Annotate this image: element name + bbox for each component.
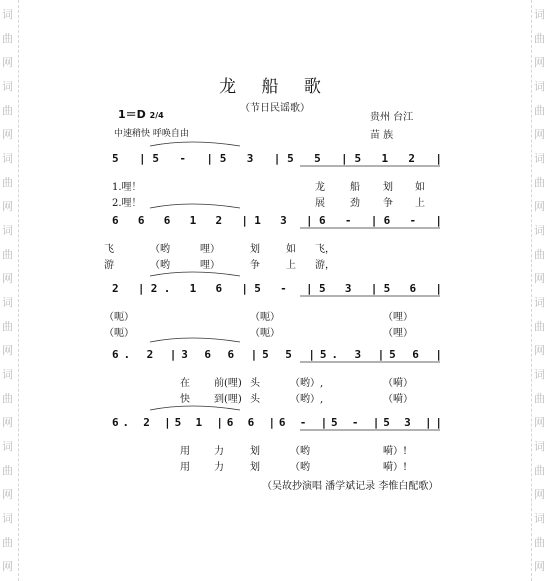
lyric-word: 划 bbox=[250, 446, 260, 457]
watermark-char: 网 bbox=[534, 128, 545, 141]
lyric-word: （哟 bbox=[290, 462, 310, 473]
lyric-word: （哟 bbox=[150, 260, 170, 271]
lyric-word: 哩） bbox=[200, 260, 220, 271]
key-signature: 1＝D 2/4 bbox=[118, 108, 164, 121]
slur-mark bbox=[150, 338, 240, 342]
watermark-char: 网 bbox=[534, 344, 545, 357]
lyric-word: 飞 bbox=[104, 244, 114, 255]
watermark-char: 曲 bbox=[534, 392, 545, 405]
lyric-word: （呃） bbox=[250, 328, 280, 339]
watermark-char: 词 bbox=[2, 152, 13, 165]
watermark-char: 曲 bbox=[2, 176, 13, 189]
lyric-word: 在 bbox=[180, 378, 190, 389]
slur-mark bbox=[150, 142, 240, 146]
watermark-char: 词 bbox=[534, 80, 545, 93]
lyric-word: 用 bbox=[180, 462, 190, 473]
lyric-word: 如 bbox=[415, 182, 425, 193]
watermark-char: 网 bbox=[2, 344, 13, 357]
watermark-char: 曲 bbox=[534, 464, 545, 477]
watermark-char: 词 bbox=[2, 224, 13, 237]
watermark-char: 网 bbox=[534, 200, 545, 213]
lyric-word: 头 bbox=[250, 378, 260, 389]
watermark-char: 曲 bbox=[2, 248, 13, 261]
watermark-char: 网 bbox=[2, 488, 13, 501]
watermark-char: 网 bbox=[2, 272, 13, 285]
lyric-word: （呃） bbox=[104, 312, 134, 323]
lyric-word: （哟）, bbox=[290, 378, 324, 389]
watermark-char: 词 bbox=[2, 8, 13, 21]
watermark-char: 网 bbox=[534, 272, 545, 285]
watermark-char: 网 bbox=[2, 56, 13, 69]
footer-credits: （吴故抄演唱 潘学斌记录 李惟白配歌） bbox=[262, 481, 439, 492]
lyric-word: （哟 bbox=[150, 244, 170, 255]
lyric-word: 2.哩！ bbox=[112, 198, 142, 209]
watermark-char: 网 bbox=[534, 56, 545, 69]
lyric-word: （呃） bbox=[250, 312, 280, 323]
lyric-word: （呃） bbox=[104, 328, 134, 339]
staff-notes: 5 |5 - |5 3 |5 5 |5 1 2 | bbox=[112, 152, 442, 165]
watermark-char: 词 bbox=[534, 152, 545, 165]
lyric-word: 嗬）! bbox=[383, 446, 408, 457]
lyric-word: 展 bbox=[315, 198, 325, 209]
lyric-word: 上 bbox=[415, 198, 425, 209]
lyric-word: （哟）, bbox=[290, 394, 324, 405]
lyric-word: 到(哩) bbox=[214, 394, 242, 405]
song-title: 龙 船 歌 bbox=[219, 77, 331, 97]
lyric-word: 前(哩) bbox=[214, 378, 242, 389]
lyric-word: 争 bbox=[383, 198, 393, 209]
lyric-word: 嗬）! bbox=[383, 462, 408, 473]
watermark-char: 曲 bbox=[2, 104, 13, 117]
watermark-char: 词 bbox=[534, 512, 545, 525]
watermark-char: 网 bbox=[2, 560, 13, 573]
credit-region: 贵州 台江 bbox=[370, 112, 414, 123]
watermark-char: 曲 bbox=[2, 320, 13, 333]
watermark-char: 词 bbox=[2, 296, 13, 309]
staff-notes: 6. 2 |5 1 |6 6 |6 - |5 - |5 3 || bbox=[112, 416, 442, 429]
watermark-char: 曲 bbox=[2, 536, 13, 549]
lyric-word: 划 bbox=[383, 182, 393, 193]
staff-notes: 6 6 6 1 2 |1 3 |6 - |6 - | bbox=[112, 214, 442, 227]
watermark-char: 词 bbox=[2, 512, 13, 525]
watermark-char: 曲 bbox=[2, 32, 13, 45]
lyric-word: 力 bbox=[214, 446, 224, 457]
lyric-word: （嗬） bbox=[383, 378, 413, 389]
lyric-word: 劲 bbox=[350, 198, 360, 209]
lyric-word: 快 bbox=[180, 394, 190, 405]
lyric-word: 如 bbox=[286, 244, 296, 255]
watermark-char: 曲 bbox=[534, 320, 545, 333]
watermark-char: 网 bbox=[534, 488, 545, 501]
lyric-word: 飞， bbox=[315, 244, 335, 255]
slur-mark bbox=[150, 406, 240, 410]
lyric-word: 1.哩！ bbox=[112, 182, 142, 193]
staff-notes: 6. 2 |3 6 6 |5 5 |5. 3 |5 6 | bbox=[112, 348, 443, 361]
slur-mark bbox=[150, 204, 240, 208]
tempo-marking: 中速稍快 呼唤自由 bbox=[114, 129, 189, 139]
lyric-word: 力 bbox=[214, 462, 224, 473]
watermark-char: 曲 bbox=[534, 176, 545, 189]
lyric-word: 用 bbox=[180, 446, 190, 457]
lyric-word: 龙 bbox=[315, 182, 325, 193]
lyric-word: 头 bbox=[250, 394, 260, 405]
watermark-char: 网 bbox=[2, 128, 13, 141]
lyric-word: 争 bbox=[250, 260, 260, 271]
watermark-char: 网 bbox=[2, 416, 13, 429]
staff-notes: 2 |2. 1 6 |5 - |5 3 |5 6 | bbox=[112, 282, 442, 295]
watermark-char: 词 bbox=[2, 80, 13, 93]
lyric-word: 船 bbox=[350, 182, 360, 193]
credit-people: 苗 族 bbox=[370, 130, 394, 141]
lyric-word: （嗬） bbox=[383, 394, 413, 405]
lyric-word: （哩） bbox=[383, 328, 413, 339]
slur-mark bbox=[150, 272, 240, 276]
watermark-char: 词 bbox=[534, 296, 545, 309]
watermark-char: 曲 bbox=[534, 104, 545, 117]
lyric-word: 游 bbox=[104, 260, 114, 271]
lyric-word: （哩） bbox=[383, 312, 413, 323]
watermark-char: 词 bbox=[534, 368, 545, 381]
lyric-word: 上 bbox=[286, 260, 296, 271]
watermark-char: 曲 bbox=[534, 32, 545, 45]
watermark-char: 词 bbox=[534, 224, 545, 237]
watermark-char: 网 bbox=[534, 416, 545, 429]
watermark-char: 曲 bbox=[2, 392, 13, 405]
lyric-word: （哟 bbox=[290, 446, 310, 457]
watermark-char: 词 bbox=[2, 440, 13, 453]
lyric-word: 划 bbox=[250, 462, 260, 473]
watermark-char: 词 bbox=[2, 368, 13, 381]
watermark-char: 网 bbox=[2, 200, 13, 213]
watermark-char: 曲 bbox=[534, 248, 545, 261]
watermark-char: 网 bbox=[534, 560, 545, 573]
lyric-word: 游， bbox=[315, 260, 335, 271]
watermark-char: 曲 bbox=[2, 464, 13, 477]
watermark-char: 曲 bbox=[534, 536, 545, 549]
lyric-word: 哩） bbox=[200, 244, 220, 255]
lyric-word: 划 bbox=[250, 244, 260, 255]
watermark-char: 词 bbox=[534, 8, 545, 21]
watermark-char: 词 bbox=[534, 440, 545, 453]
song-subtitle: （节日民谣歌） bbox=[240, 103, 310, 114]
